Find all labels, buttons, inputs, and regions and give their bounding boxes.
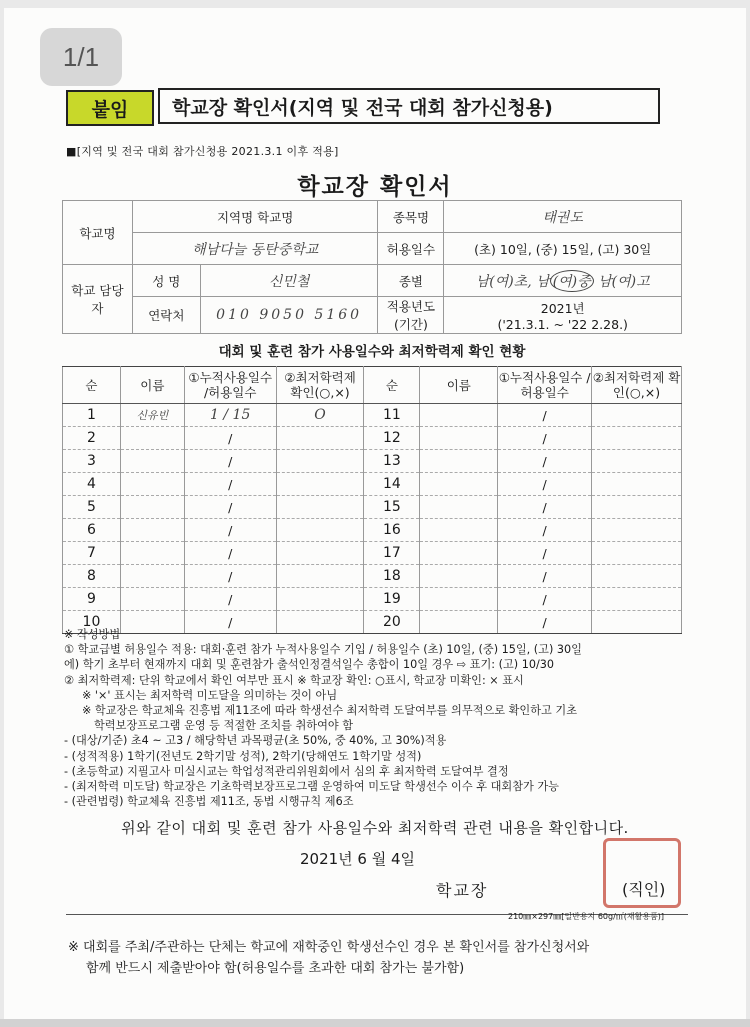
year-label: 적용년도 (기간)	[378, 297, 444, 334]
row-days: /	[184, 542, 276, 565]
row-no: 17	[364, 542, 420, 565]
row-name	[120, 450, 184, 473]
note-1a: ① 학교급별 허용일수 적용: 대회·훈련 참가 누적사용일수 기입 / 허용일수 (초) 10일, (중) 15일, (고) 30일	[64, 643, 582, 657]
row-no: 19	[364, 588, 420, 611]
row-no: 8	[63, 565, 121, 588]
row-days: /	[498, 404, 592, 427]
row-days: /	[184, 473, 276, 496]
row-check	[592, 404, 682, 427]
row-no: 16	[364, 519, 420, 542]
row-check	[276, 542, 364, 565]
row-no: 2	[63, 427, 121, 450]
sport-label: 종목명	[378, 201, 444, 233]
gender-value-b: 남(여)고	[593, 273, 650, 290]
row-days: /	[184, 565, 276, 588]
row-name	[420, 404, 498, 427]
note-6: - (성적적용) 1학기(전년도 2학기말 성적), 2학기(당해연도 1학기말 성적)	[64, 749, 422, 763]
row-name	[420, 519, 498, 542]
header-no-right: 순	[364, 367, 420, 404]
row-check	[592, 496, 682, 519]
year-value-cell	[444, 297, 682, 334]
row-check	[592, 427, 682, 450]
document-title: 학교장 확인서	[297, 174, 453, 200]
school-info-table	[62, 200, 682, 334]
row-check	[592, 519, 682, 542]
manager-name-label: 성 명	[132, 265, 200, 297]
contact-value: 010 9050 5160	[200, 297, 378, 334]
row-name	[120, 519, 184, 542]
header-cumulative-left: ①누적사용일수 /허용일수	[184, 367, 276, 404]
school-value: 해남다늘 동탄중학교	[132, 233, 378, 265]
header-name-right: 이름	[420, 367, 498, 404]
row-no: 9	[63, 588, 121, 611]
principal-label: 학교장	[436, 881, 489, 900]
gender-value	[444, 265, 682, 297]
row-no: 3	[63, 450, 121, 473]
table-row	[63, 496, 682, 519]
row-days: /	[498, 496, 592, 519]
note-8: - (최저학력 미도달) 학교장은 기초학력보장프로그램 운영하여 미도달 학생선수 이수 후 대회참가 가능	[64, 780, 559, 794]
table-row	[63, 450, 682, 473]
usage-table	[62, 366, 682, 634]
table-row	[63, 473, 682, 496]
page-indicator: 1/1	[40, 28, 122, 86]
note-9: - (관련법령) 학교체육 진흥법 제11조, 동법 시행규칙 제6조	[64, 795, 354, 809]
row-no: 15	[364, 496, 420, 519]
row-check	[276, 450, 364, 473]
note-5: - (대상/기준) 초4 ~ 고3 / 해당학년 과목평균(초 50%, 중 40%, 고 30%)적용	[64, 734, 447, 748]
row-name	[420, 473, 498, 496]
row-name	[120, 542, 184, 565]
row-days: /	[498, 611, 592, 634]
row-check	[276, 496, 364, 519]
school-sub-header: 지역명 학교명	[132, 201, 378, 233]
gender-label: 종별	[378, 265, 444, 297]
row-no: 12	[364, 427, 420, 450]
allowed-days-label: 허용일수	[378, 233, 444, 265]
header-title: 학교장 확인서(지역 및 전국 대회 참가신청용)	[158, 88, 660, 124]
row-no: 1	[63, 404, 121, 427]
row-check	[276, 588, 364, 611]
row-name	[420, 496, 498, 519]
row-no: 4	[63, 473, 121, 496]
header-academic-right: ②최저학력제 확인(○,×)	[592, 367, 682, 404]
gender-value-a: 남(여)초, 남	[475, 273, 550, 290]
row-no: 18	[364, 565, 420, 588]
row-name	[420, 588, 498, 611]
row-name	[120, 565, 184, 588]
confirmation-statement: 위와 같이 대회 및 훈련 참가 사용일수와 최저학력 관련 내용을 확인합니다.	[121, 819, 629, 837]
row-no: 10	[63, 611, 121, 634]
row-check: O	[276, 404, 364, 427]
row-check	[276, 473, 364, 496]
row-name	[120, 473, 184, 496]
footnote-line-1: ※ 대회를 주최/주관하는 단체는 학교에 재학중인 학생선수인 경우 본 확인서를 참가신청서와	[68, 940, 590, 955]
manager-label: 학교 담당자	[63, 265, 133, 334]
page-bottom-edge	[0, 1019, 750, 1027]
row-name	[420, 565, 498, 588]
row-days: /	[184, 611, 276, 634]
row-days: /	[184, 496, 276, 519]
note-4a: ※ 학교장은 학교체육 진흥법 제11조에 따라 학생선수 최저학력 도달여부를 의무적으로 확인하고 기초	[82, 704, 578, 718]
row-days: /	[498, 450, 592, 473]
school-label: 학교명	[63, 201, 133, 265]
row-days: /	[184, 427, 276, 450]
row-days: /	[498, 565, 592, 588]
row-days: /	[184, 450, 276, 473]
footnote	[68, 937, 688, 979]
row-no: 7	[63, 542, 121, 565]
row-name	[420, 450, 498, 473]
sport-value: 태권도	[444, 201, 682, 233]
footnote-line-2: 함께 반드시 제출받아야 함(허용일수를 초과한 대회 참가는 불가함)	[86, 961, 465, 976]
row-check	[276, 519, 364, 542]
row-name: 신유빈	[120, 404, 184, 427]
table-row	[63, 542, 682, 565]
row-days: 1 / 15	[184, 404, 276, 427]
row-no: 13	[364, 450, 420, 473]
allowed-days-value: (초) 10일, (중) 15일, (고) 30일	[444, 233, 682, 265]
row-name	[420, 542, 498, 565]
row-name	[120, 427, 184, 450]
row-check	[276, 565, 364, 588]
row-no: 5	[63, 496, 121, 519]
row-days: /	[498, 473, 592, 496]
row-check	[592, 588, 682, 611]
notes-heading: ※ 작성방법	[64, 628, 121, 641]
row-no: 6	[63, 519, 121, 542]
header-academic-left: ②최저학력제 확인(○,×)	[276, 367, 364, 404]
header-cumulative-right: ①누적사용일수 /허용일수	[498, 367, 592, 404]
row-check	[592, 542, 682, 565]
row-no: 20	[364, 611, 420, 634]
row-days: /	[184, 519, 276, 542]
note-1b: 에) 학기 초부터 현재까지 대회 및 훈련참가 출석인정결석일수 총합이 10일 경우 ⇨ 표기: (고) 10/30	[64, 658, 554, 672]
row-check	[276, 427, 364, 450]
row-name	[120, 496, 184, 519]
table-row	[63, 404, 682, 427]
row-days: /	[498, 427, 592, 450]
paper-size-note: 210㎜×297㎜[일반용지 60g/㎡(재활용품)]	[508, 912, 665, 921]
row-check	[592, 450, 682, 473]
header-no-left: 순	[63, 367, 121, 404]
attachment-tag: 붙임	[66, 90, 154, 126]
confirmation-date: 2021년 6 월 4일	[300, 850, 416, 868]
period-value: ('21.3.1. ~ '22 2.28.)	[497, 316, 628, 332]
seal-label: (직인)	[622, 880, 666, 899]
row-days: /	[498, 542, 592, 565]
header-name-left: 이름	[120, 367, 184, 404]
year-value: 2021년	[540, 300, 585, 316]
row-no: 11	[364, 404, 420, 427]
row-check	[592, 473, 682, 496]
contact-label: 연락처	[132, 297, 200, 334]
note-7: - (초등학교) 지필고사 미실시교는 학업성적관리위원회에서 심의 후 최저학력 도달여부 결정	[64, 764, 509, 778]
table-row	[63, 427, 682, 450]
note-2: ② 최저학력제: 단위 학교에서 확인 여부만 표시 ※ 학교장 확인: ○표시, 학교장 미확인: × 표시	[64, 673, 524, 687]
table-row	[63, 565, 682, 588]
usage-section-title: 대회 및 훈련 참가 사용일수와 최저학력제 확인 현황	[218, 344, 526, 360]
note-4b: 학력보장프로그램 운영 등 적절한 조치를 취하여야 함	[94, 719, 354, 733]
row-days: /	[498, 588, 592, 611]
gender-value-circled: (여)중	[550, 270, 594, 292]
note-3: ※ '×' 표시는 최저학력 미도달을 의미하는 것이 아님	[82, 688, 338, 702]
table-row	[63, 519, 682, 542]
row-name	[120, 588, 184, 611]
application-note: ■[지역 및 전국 대회 참가신청용 2021.3.1 이후 적용]	[66, 145, 339, 158]
row-name	[420, 427, 498, 450]
row-no: 14	[364, 473, 420, 496]
row-days: /	[184, 588, 276, 611]
row-days: /	[498, 519, 592, 542]
table-row	[63, 588, 682, 611]
row-check	[592, 565, 682, 588]
manager-name-value: 신민철	[200, 265, 378, 297]
instructions	[64, 627, 694, 809]
